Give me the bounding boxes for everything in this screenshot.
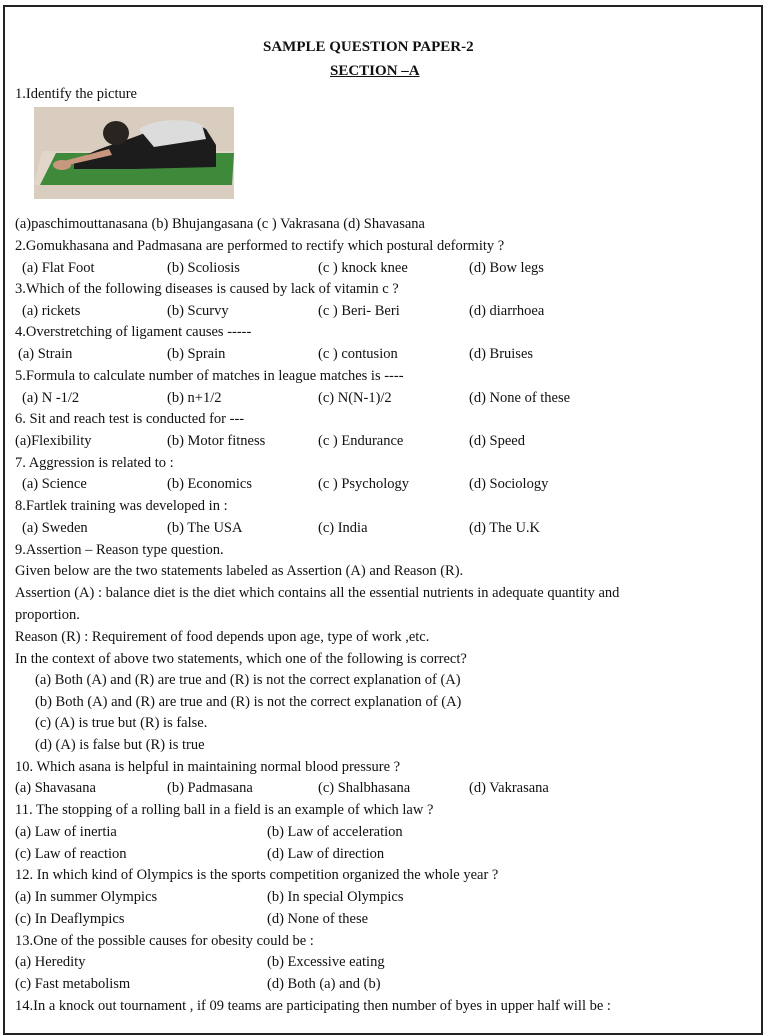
q10-option-a: (a) Shavasana <box>15 780 96 796</box>
q9-option-d: (d) (A) is false but (R) is true <box>35 737 205 753</box>
question-1-stem: 1.Identify the picture <box>15 86 137 102</box>
yoga-pose-illustration <box>34 107 234 199</box>
q12-option-c: (c) In Deaflympics <box>15 911 125 927</box>
q3-option-c: (c ) Beri- Beri <box>318 303 400 319</box>
q13-option-c: (c) Fast metabolism <box>15 976 131 992</box>
q6-option-a: (a)Flexibility <box>15 433 92 449</box>
q11-option-a: (a) Law of inertia <box>15 824 117 840</box>
question-1-options: (a)paschimouttanasana (b) Bhujangasana (c ) Vakrasana (d) Shavasana <box>15 216 425 232</box>
q11-option-b: (b) Law of acceleration <box>267 824 403 840</box>
q12-option-a: (a) In summer Olympics <box>15 889 158 905</box>
q9-option-b: (b) Both (A) and (R) are true and (R) is not the correct explanation of (A) <box>35 694 462 710</box>
q8-option-b: (b) The USA <box>167 520 243 536</box>
q10-option-d: (d) Vakrasana <box>469 780 549 796</box>
question-7-stem: 7. Aggression is related to : <box>15 455 174 471</box>
q9-option-c: (c) (A) is true but (R) is false. <box>35 715 208 731</box>
q2-option-d: (d) Bow legs <box>469 260 544 276</box>
q4-option-a: (a) Strain <box>18 346 73 362</box>
section-title: SECTION –A <box>330 63 420 79</box>
q8-option-d: (d) The U.K <box>469 520 541 536</box>
q3-option-b: (b) Scurvy <box>167 303 229 319</box>
q7-option-b: (b) Economics <box>167 476 252 492</box>
q2-option-b: (b) Scoliosis <box>167 260 240 276</box>
q2-option-c: (c ) knock knee <box>318 260 408 276</box>
q8-option-a: (a) Sweden <box>22 520 88 536</box>
q9-option-a: (a) Both (A) and (R) are true and (R) is not the correct explanation of (A) <box>35 672 461 688</box>
question-5-stem: 5.Formula to calculate number of matches in league matches is ---- <box>15 368 404 384</box>
q5-option-c: (c) N(N-1)/2 <box>318 390 392 406</box>
q4-option-c: (c ) contusion <box>318 346 398 362</box>
q6-option-c: (c ) Endurance <box>318 433 404 449</box>
question-12-stem: 12. In which kind of Olympics is the sports competition organized the whole year ? <box>15 867 499 883</box>
q7-option-c: (c ) Psychology <box>318 476 410 492</box>
q4-option-b: (b) Sprain <box>167 346 226 362</box>
question-9-assertion-cont: proportion. <box>15 607 80 623</box>
q4-option-d: (d) Bruises <box>469 346 534 362</box>
q2-option-a: (a) Flat Foot <box>22 260 95 276</box>
q7-option-d: (d) Sociology <box>469 476 549 492</box>
q6-option-b: (b) Motor fitness <box>167 433 266 449</box>
paper-title: SAMPLE QUESTION PAPER-2 <box>263 39 474 55</box>
question-4-stem: 4.Overstretching of ligament causes ----- <box>15 324 252 340</box>
q5-option-d: (d) None of these <box>469 390 571 406</box>
q10-option-c: (c) Shalbhasana <box>318 780 411 796</box>
q13-option-d: (d) Both (a) and (b) <box>267 976 381 992</box>
question-11-stem: 11. The stopping of a rolling ball in a field is an example of which law ? <box>15 802 434 818</box>
q6-option-d: (d) Speed <box>469 433 525 449</box>
question-3-stem: 3.Which of the following diseases is caused by lack of vitamin c ? <box>15 281 399 297</box>
q3-option-a: (a) rickets <box>22 303 81 319</box>
q13-option-a: (a) Heredity <box>15 954 86 970</box>
question-14-stem: 14.In a knock out tournament , if 09 teams are participating then number of byes in upper half will be : <box>15 998 611 1014</box>
question-9-assertion: Assertion (A) : balance diet is the diet which contains all the essential nutrients in adequate quantity and <box>15 585 620 601</box>
q10-option-b: (b) Padmasana <box>167 780 253 796</box>
q12-option-b: (b) In special Olympics <box>267 889 404 905</box>
q13-option-b: (b) Excessive eating <box>267 954 385 970</box>
q7-option-a: (a) Science <box>22 476 87 492</box>
q5-option-a: (a) N -1/2 <box>22 390 80 406</box>
q11-option-c: (c) Law of reaction <box>15 846 127 862</box>
question-9-reason: Reason (R) : Requirement of food depends upon age, type of work ,etc. <box>15 629 430 645</box>
yoga-pose-photo <box>34 107 234 199</box>
q8-option-c: (c) India <box>318 520 368 536</box>
question-6-stem: 6. Sit and reach test is conducted for --- <box>15 411 245 427</box>
q11-option-d: (d) Law of direction <box>267 846 385 862</box>
q12-option-d: (d) None of these <box>267 911 369 927</box>
question-13-stem: 13.One of the possible causes for obesity could be : <box>15 933 314 949</box>
question-8-stem: 8.Fartlek training was developed in : <box>15 498 228 514</box>
q3-option-d: (d) diarrhoea <box>469 303 545 319</box>
q5-option-b: (b) n+1/2 <box>167 390 222 406</box>
question-9-stem: 9.Assertion – Reason type question. <box>15 542 224 558</box>
question-9-intro: Given below are the two statements labeled as Assertion (A) and Reason (R). <box>15 563 464 579</box>
question-10-stem: 10. Which asana is helpful in maintaining normal blood pressure ? <box>15 759 401 775</box>
question-2-stem: 2.Gomukhasana and Padmasana are performed to rectify which postural deformity ? <box>15 238 505 254</box>
question-9-prompt: In the context of above two statements, which one of the following is correct? <box>15 651 467 667</box>
